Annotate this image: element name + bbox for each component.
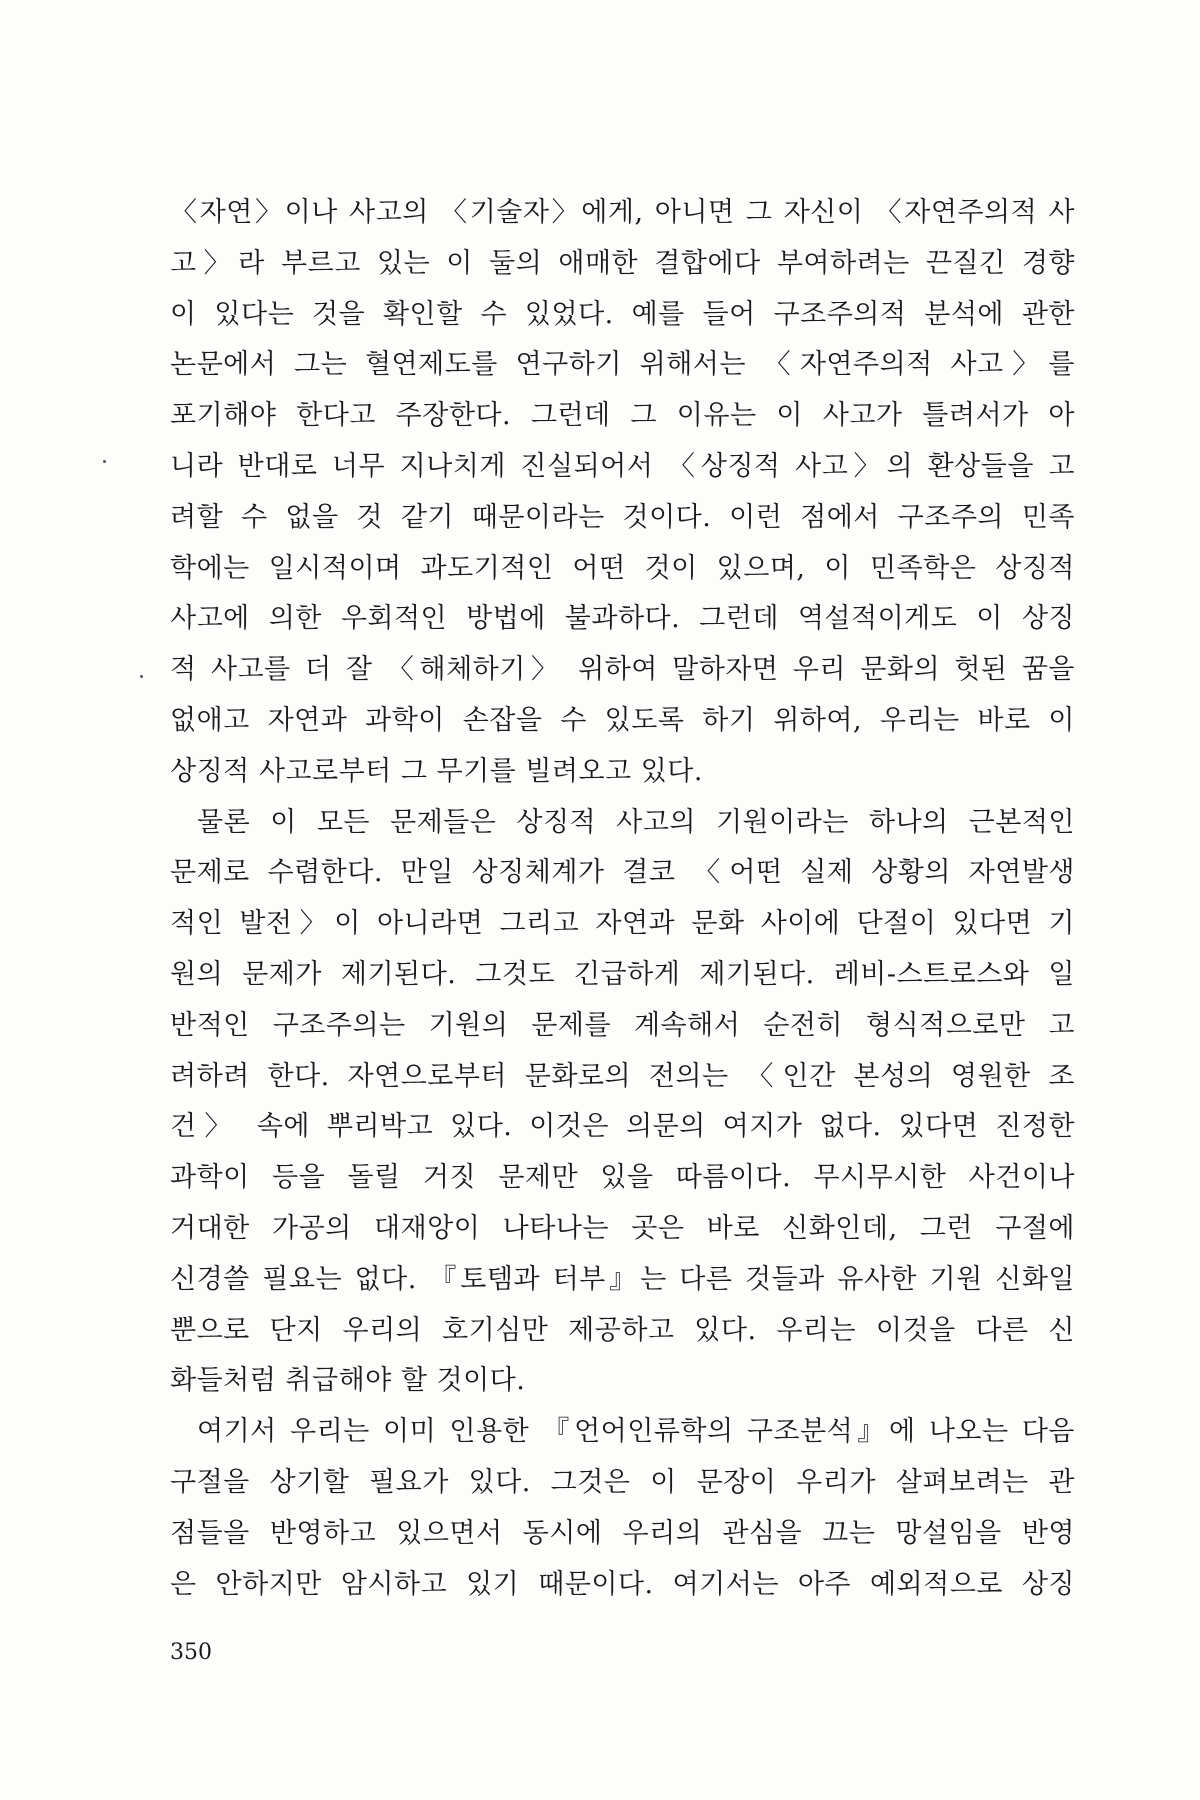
text-line: 반적인 구조주의는 기원의 문제를 계속해서 순전히 형식적으로만 고 [170,1009,1075,1041]
text-line: 여기서 우리는 이미 인용한 『언어인류학의 구조분석』에 나오는 다음 [197,1416,1075,1448]
text-line: 뿐으로 단지 우리의 호기심만 제공하고 있다. 우리는 이것을 다른 신 [170,1314,1075,1346]
text-line: 문제로 수렴한다. 만일 상징체계가 결코 〈어떤 실제 상황의 자연발생 [170,857,1075,889]
paragraph-3 [170,1407,1075,1610]
text-line: 화들처럼 취급해야 할 것이다. [170,1365,526,1397]
text-line: 없애고 자연과 과학이 손잡을 수 있도록 하기 위하여, 우리는 바로 이 [170,704,1075,736]
scan-speck [103,460,106,463]
text-line: 건〉 속에 뿌리박고 있다. 이것은 의문의 여지가 없다. 있다면 진정한 [170,1111,1075,1143]
text-line: 고〉라 부르고 있는 이 둘의 애매한 결합에다 부여하려는 끈질긴 경향 [170,247,1075,279]
paragraph-2 [170,798,1075,1408]
text-line: 려하려 한다. 자연으로부터 문화로의 전의는 〈인간 본성의 영원한 조 [170,1060,1075,1092]
text-line: 물론 이 모든 문제들은 상징적 사고의 기원이라는 하나의 근본적인 [197,806,1075,838]
text-line: 적 사고를 더 잘 〈해체하기〉 위하여 말하자면 우리 문화의 헛된 꿈을 [170,654,1075,686]
text-line: 려할 수 없을 것 같기 때문이라는 것이다. 이런 점에서 구조주의 민족 [170,501,1075,533]
text-line: 원의 문제가 제기된다. 그것도 긴급하게 제기된다. 레비-스트로스와 일 [170,958,1075,990]
text-line: 니라 반대로 너무 지나치게 진실되어서 〈상징적 사고〉의 환상들을 고 [170,450,1075,482]
text-line: 논문에서 그는 혈연제도를 연구하기 위해서는 〈자연주의적 사고〉를 [170,349,1075,381]
text-line: 적인 발전〉이 아니라면 그리고 자연과 문화 사이에 단절이 있다면 기 [170,908,1075,940]
page-number: 350 [170,1640,212,1665]
text-line: 상징적 사고로부터 그 무기를 빌려오고 있다. [170,755,703,787]
text-line: 사고에 의한 우회적인 방법에 불과하다. 그런데 역설적이게도 이 상징 [170,603,1075,635]
text-line: 구절을 상기할 필요가 있다. 그것은 이 문장이 우리가 살펴보려는 관 [170,1466,1075,1498]
text-line: 거대한 가공의 대재앙이 나타나는 곳은 바로 신화인데, 그런 구절에 [170,1212,1075,1244]
text-line: 과학이 등을 돌릴 거짓 문제만 있을 따름이다. 무시무시한 사건이나 [170,1162,1075,1194]
text-line: 포기해야 한다고 주장한다. 그런데 그 이유는 이 사고가 틀려서가 아 [170,400,1075,432]
scan-speck [140,675,143,678]
text-line: 신경쓸 필요는 없다. 『토템과 터부』는 다른 것들과 유사한 기원 신화일 [170,1263,1075,1295]
body-text [170,188,1075,1610]
paragraph-1 [170,188,1075,798]
text-line: 〈자연〉이나 사고의 〈기술자〉에게, 아니면 그 자신이 〈자연주의적 사 [170,197,1075,228]
text-line: 학에는 일시적이며 과도기적인 어떤 것이 있으며, 이 민족학은 상징적 [170,552,1075,584]
text-line: 점들을 반영하고 있으면서 동시에 우리의 관심을 끄는 망설임을 반영 [170,1517,1075,1549]
text-line: 이 있다는 것을 확인할 수 있었다. 예를 들어 구조주의적 분석에 관한 [170,298,1075,330]
text-line: 은 안하지만 암시하고 있기 때문이다. 여기서는 아주 예외적으로 상징 [170,1568,1075,1600]
